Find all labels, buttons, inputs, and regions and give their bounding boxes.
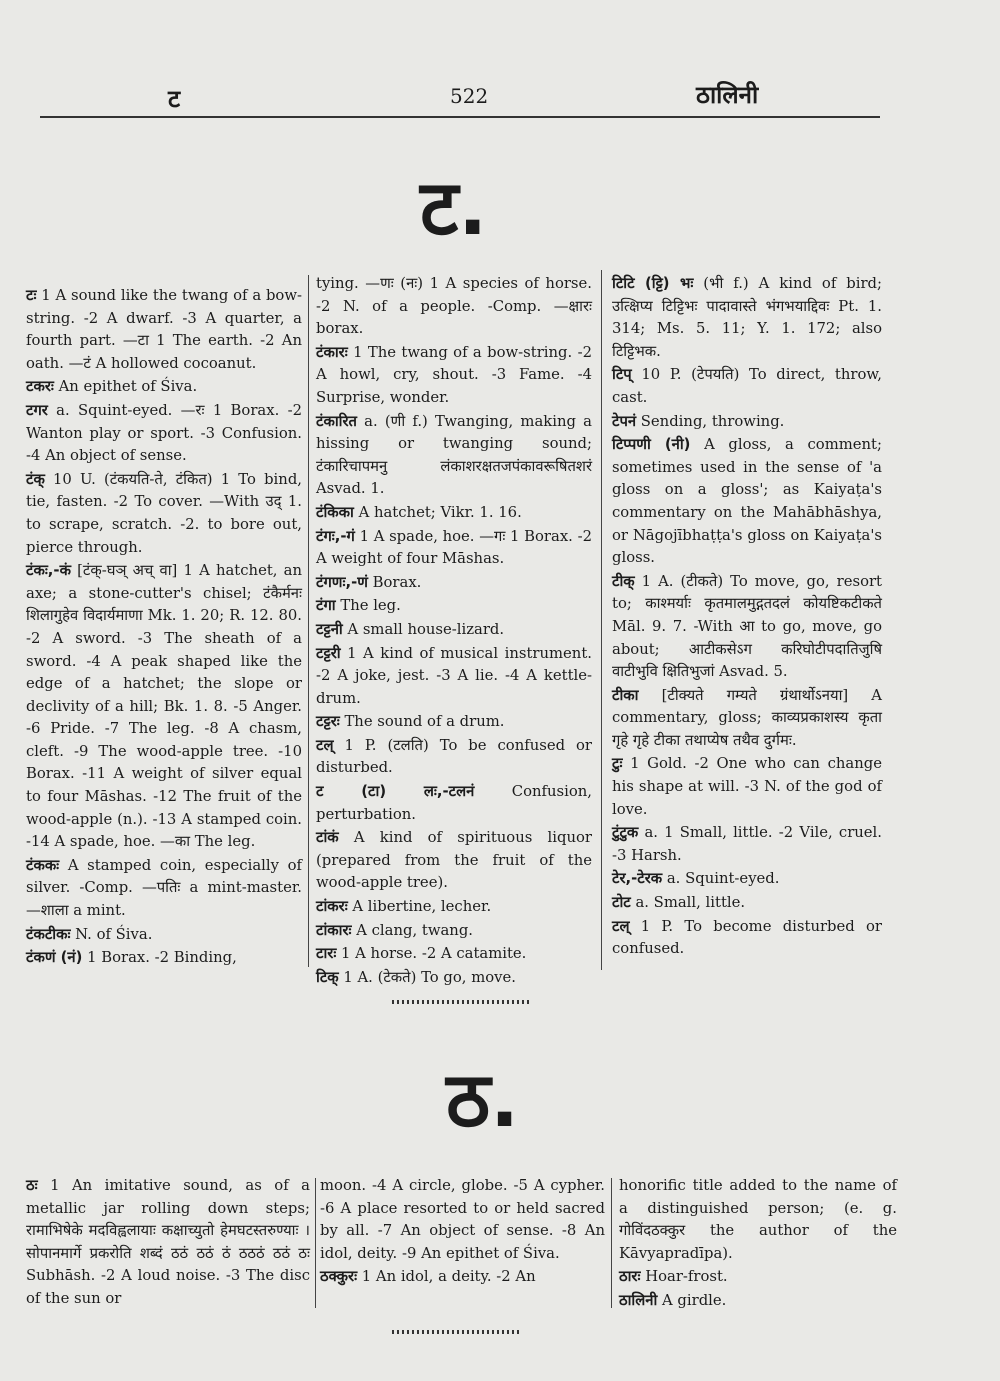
entry-definition: A stamped coin, especially of silver. -Comp. —पतिः a mint-master. —शाला a mint.: [26, 856, 302, 920]
section-end-ornament: [392, 1000, 532, 1004]
entry-headword: टंककः: [26, 856, 60, 874]
entry-definition: moon. -4 A circle, globe. -5 A cypher. -6 A place resorted to or held sacred by all. -7 An object of sense. -8 An idol, deity. -9 An epithet of Śiva.: [320, 1177, 605, 1262]
dictionary-entry: [316, 273, 592, 341]
entry-headword: टांकं: [316, 829, 339, 847]
entry-definition: a. Squint-eyed. —रः 1 Borax. -2 Wanton play or sport. -3 Confusion. -4 An object of sense.: [26, 401, 302, 465]
entry-headword: टल्: [612, 917, 630, 935]
dictionary-entry: [26, 285, 302, 375]
page-header: [40, 72, 880, 112]
entry-headword: टंकिका: [316, 503, 354, 521]
entry-headword: टकरः: [26, 378, 54, 396]
dictionary-entry: [316, 781, 592, 826]
entry-definition: The leg.: [335, 597, 401, 615]
entry-definition: 1 A horse. -2 A catamite.: [336, 945, 527, 963]
entry-headword: टंगणः,-णं: [316, 573, 368, 591]
entry-definition: 1 A spade, hoe. —गः 1 Borax. -2 A weight of four Māshas.: [316, 527, 592, 568]
entry-definition: 1 Borax. -2 Binding,: [82, 949, 237, 967]
entry-definition: The sound of a drum.: [339, 713, 505, 731]
entry-definition: 1 A. (टेकते) To go, move.: [338, 968, 516, 986]
entry-headword: टोट: [612, 894, 631, 912]
entry-definition: a. Squint-eyed.: [662, 870, 780, 888]
entry-headword: टः: [26, 287, 37, 304]
dictionary-entry: [320, 1266, 605, 1289]
section-letter-tha: ठ.: [446, 1055, 520, 1144]
entry-headword: टांकरः: [316, 898, 348, 916]
dictionary-entry: [316, 572, 592, 595]
dictionary-entry: [26, 855, 302, 923]
entry-definition: Hoar-frost.: [640, 1268, 728, 1286]
entry-headword: ट (टा) लः,-टलनं: [316, 783, 475, 801]
column-divider: [601, 270, 602, 970]
column-6: [619, 1175, 897, 1314]
entry-headword: टल्: [316, 736, 334, 754]
entry-headword: टांकारः: [316, 921, 352, 939]
entry-definition: 1 P. To become disturbed or confused.: [612, 917, 882, 958]
entry-definition: honorific title added to the name of a distinguished person; (e. g. गोविंदठक्कुर the author of the Kāvyapradīpa).: [619, 1177, 897, 1262]
section-letter-ta: ट.: [420, 163, 488, 252]
entry-definition: A hatchet; Vikr. 1. 16.: [353, 503, 522, 521]
entry-definition: A clang, twang.: [351, 921, 474, 939]
dictionary-entry: [612, 411, 882, 434]
entry-definition: A libertine, lecher.: [347, 898, 492, 916]
dictionary-entry: [316, 967, 592, 990]
column-2: [316, 273, 592, 990]
dictionary-entry: [316, 619, 592, 642]
entry-definition: a. 1 Small, little. -2 Vile, cruel. -3 Harsh.: [612, 824, 882, 864]
dictionary-entry: [316, 411, 592, 501]
entry-headword: टंकः,-कं: [26, 562, 71, 580]
entry-definition: a. (णी f.) Twanging, making a hissing or twanging sound; टंकारिचापमनु लंकाशरक्षतजपंकावरूषितशरं Asvad. 1.: [316, 412, 592, 498]
column-3: [612, 273, 882, 962]
dictionary-entry: [619, 1290, 897, 1313]
dictionary-entry: [26, 1175, 310, 1311]
entry-headword: टिक्: [316, 968, 339, 986]
entry-headword: ठः: [26, 1177, 38, 1194]
entry-definition: [टंक्-घञ् अच् वा] 1 A hatchet, an axe; a stone-cutter's chisel; टंकैर्मनः शिलागुहेव विदार्यमाणा Mk. 1. 20; R. 12. 80. -2 A sword. -3 The sheath of a sword. -4 A peak shaped like the edge of a hatchet; the slope or declivity of a hill; Bk. 1. 8. -5 Anger. -6 Pride. -7 The leg. -8 A chasm, cleft. -9 The wood-apple tree. -10 Borax. -11 A weight of silver equal to four Māshas. -12 The fruit of the wood-apple (n.). -13 A stamped coin. -14 A spade, hoe. —का The leg.: [26, 562, 302, 851]
dictionary-entry: [320, 1175, 605, 1265]
dictionary-entry: [316, 896, 592, 919]
entry-headword: टंकारित: [316, 412, 357, 430]
entry-headword: टंक्: [26, 470, 45, 488]
header-right-word: ठालिनी: [696, 80, 759, 109]
entry-headword: ठक्कुरः: [320, 1268, 358, 1286]
entry-definition: A small house-lizard.: [342, 620, 505, 638]
column-5: [320, 1175, 605, 1290]
entry-headword: टारः: [316, 945, 337, 963]
dictionary-entry: [316, 827, 592, 895]
entry-definition: N. of Śiva.: [70, 925, 153, 943]
dictionary-entry: [316, 643, 592, 711]
header-rule: [40, 116, 880, 118]
entry-definition: 1 A kind of musical instrument. -2 A joke, jest. -3 A lie. -4 A kettle-drum.: [316, 644, 592, 707]
entry-definition: 1 P. (टलति) To be confused or disturbed.: [316, 736, 592, 777]
entry-definition: Confusion, perturbation.: [316, 783, 592, 823]
dictionary-entry: [612, 892, 882, 915]
entry-definition: (भी f.) A kind of bird; उत्क्षिप्य टिट्टिभः पादावास्ते भंगभयाद्दिवः Pt. 1. 314; Ms. 5. 11; Y. 1. 172; also टिट्टिभक.: [612, 275, 882, 360]
entry-definition: An epithet of Śiva.: [53, 378, 198, 396]
dictionary-entry: [26, 469, 302, 559]
entry-definition: Borax.: [367, 573, 422, 591]
dictionary-entry: [612, 273, 882, 363]
dictionary-entry: [26, 947, 302, 970]
dictionary-entry: [316, 735, 592, 780]
dictionary-entry: [612, 753, 882, 821]
entry-headword: ठारः: [619, 1268, 641, 1286]
entry-headword: ठालिनी: [619, 1291, 658, 1309]
dictionary-entry: [316, 342, 592, 410]
entry-headword: टट्टरः: [316, 713, 340, 731]
entry-definition: 10 P. (टेपयति) To direct, throw, cast.: [612, 366, 882, 406]
entry-headword: टिप्पणी (नी): [612, 436, 691, 454]
dictionary-entry: [612, 868, 882, 891]
dictionary-entry: [26, 376, 302, 399]
entry-definition: 1 An idol, a deity. -2 An: [357, 1268, 536, 1286]
entry-headword: टंकणं (नं): [26, 949, 83, 967]
entry-definition: 1 An imitative sound, as of a metallic jar rolling down steps; रामाभिषेके मदविह्वलायाः कक्षाच्युतो हेमघटस्तरुण्याः । सोपानमार्गे प्रकरोति शब्दं ठठं ठठं ठं ठठठं ठठं ठः Subhāsh. -2 A loud noise. -3 The disc of the sun or: [26, 1177, 310, 1307]
entry-definition: a. Small, little.: [630, 894, 746, 912]
entry-definition: 1 A sound like the twang of a bow-string. -2 A dwarf. -3 A quarter, a fourth part. —टा 1 The earth. -2 An oath. —टं A hollowed cocoanut.: [26, 287, 302, 372]
dictionary-entry: [26, 560, 302, 854]
entry-headword: टगर: [26, 401, 48, 419]
entry-definition: 1 Gold. -2 One who can change his shape at will. -3 N. of the god of love.: [612, 755, 882, 818]
page-number: 522: [450, 84, 489, 108]
entry-definition: tying. —णः (नः) 1 A species of horse. -2 N. of a people. -Comp. —क्षारः borax.: [316, 275, 592, 338]
entry-headword: टट्टरी: [316, 644, 341, 662]
entry-definition: [टीक्यते गम्यते ग्रंथार्थोऽनया] A commentary, gloss; काव्यप्रकाशस्य कृता गृहे गृहे टीका तथाप्येष तथैव दुर्गमः.: [612, 686, 882, 749]
entry-headword: टिप्: [612, 366, 632, 384]
dictionary-entry: [316, 595, 592, 618]
entry-definition: Sending, throwing.: [636, 412, 785, 430]
dictionary-entry: [316, 711, 592, 734]
dictionary-entry: [316, 943, 592, 966]
dictionary-entry: [612, 571, 882, 684]
entry-headword: टंगः,-गं: [316, 527, 355, 545]
entry-headword: टंकटीकः: [26, 925, 71, 943]
column-divider: [611, 1178, 612, 1308]
entry-headword: टुंटुक: [612, 824, 639, 842]
dictionary-entry: [612, 685, 882, 753]
dictionary-entry: [316, 920, 592, 943]
column-divider: [308, 275, 309, 967]
entry-definition: 1 The twang of a bow-string. -2 A howl, cry, shout. -3 Fame. -4 Surprise, wonder.: [316, 343, 592, 406]
entry-definition: A kind of spirituous liquor (prepared from the fruit of the wood-apple tree).: [316, 829, 592, 892]
dictionary-entry: [612, 364, 882, 409]
entry-definition: 1 A. (टीकते) To move, go, resort to; काश्मर्याः कृतमालमुद्गतदलं कोयष्टिकटीकते Māl. 9. 7. -With आ to go, move, go about; आटीकसेऽग करिघोटीपदातिजुषि वाटीभुवि क्षितिभुजां Asvad. 5.: [612, 572, 882, 681]
entry-headword: टीका: [612, 686, 639, 704]
header-left-letter: ट: [168, 84, 181, 113]
entry-headword: टट्टनी: [316, 620, 343, 638]
dictionary-entry: [26, 924, 302, 947]
dictionary-entry: [612, 822, 882, 867]
column-divider: [315, 1178, 316, 1308]
section-end-ornament: [392, 1330, 522, 1334]
entry-headword: टिटि (ट्टि) भः: [612, 275, 694, 292]
dictionary-entry: [619, 1266, 897, 1289]
entry-headword: टुः: [612, 755, 623, 773]
dictionary-entry: [316, 526, 592, 571]
column-1: [26, 285, 302, 971]
dictionary-entry: [612, 916, 882, 961]
entry-headword: टेर,-टेरक: [612, 870, 663, 888]
dictionary-entry: [612, 434, 882, 570]
entry-headword: टंगा: [316, 597, 336, 615]
entry-headword: टीक्: [612, 572, 635, 590]
entry-definition: 10 U. (टंकयति-ते, टंकित) 1 To bind, tie, fasten. -2 To cover. —With उद् 1. to scrape, scratch. -2. to bore out, pierce through.: [26, 470, 302, 556]
entry-definition: A girdle.: [657, 1291, 727, 1309]
dictionary-entry: [619, 1175, 897, 1265]
entry-headword: टंकारः: [316, 343, 348, 361]
entry-definition: A gloss, a comment; sometimes used in the sense of 'a gloss on a gloss'; as Kaiyaṭa's commentary on the Mahābhāshya, or Nāgojībhaṭṭa's gloss on Kaiyaṭa's gloss.: [612, 436, 882, 567]
dictionary-entry: [316, 502, 592, 525]
dictionary-entry: [26, 400, 302, 468]
entry-headword: टेपनं: [612, 412, 637, 430]
column-4: [26, 1175, 310, 1312]
